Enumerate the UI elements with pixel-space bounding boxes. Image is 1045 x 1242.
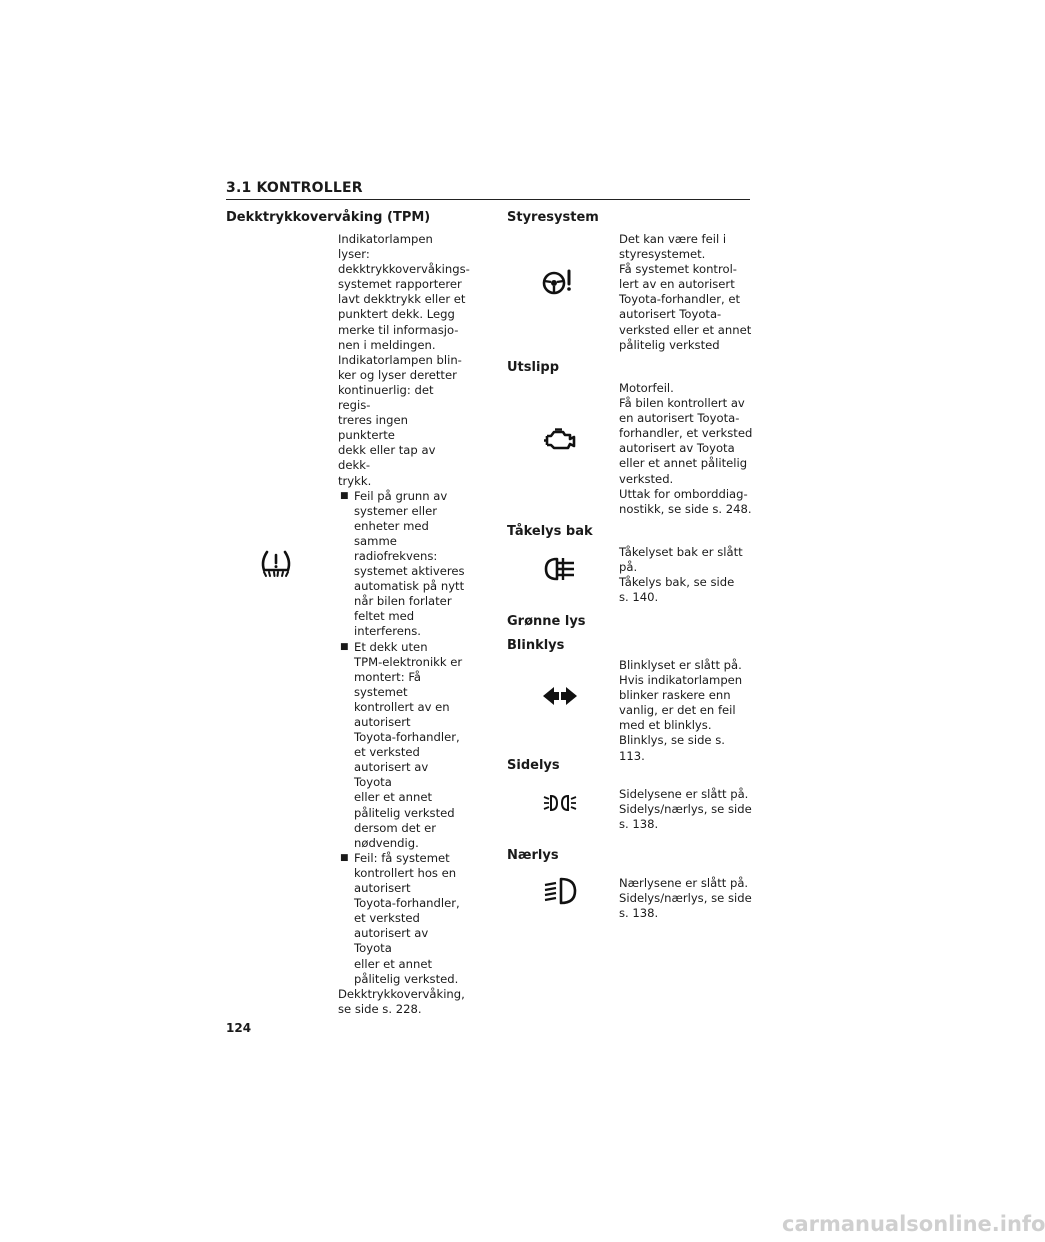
rear-fog-light-icon	[543, 556, 577, 582]
reference-line: se side s. 228.	[338, 1001, 422, 1016]
bullet-line: pålitelig verksted	[354, 805, 455, 820]
bullet-line: nødvendig.	[354, 835, 419, 850]
bullet-item	[338, 489, 468, 640]
tpms-warning-icon	[258, 548, 294, 580]
text-line: forhandler, et verksted	[619, 426, 753, 441]
text-line: trykk.	[338, 473, 372, 488]
bullet-line: samme	[354, 533, 397, 548]
text-line: Tåkelys bak, se side	[619, 575, 735, 590]
bullet-line: montert: Få	[354, 669, 422, 684]
bullet-line: Feil: få systemet	[354, 850, 450, 865]
naerlys-heading: Nærlys	[507, 848, 559, 863]
text-line: Sidelys/nærlys, se side	[619, 891, 752, 906]
bullet-line: autorisert av Toyota	[354, 760, 429, 790]
bullet-line: kontrollert hos en	[354, 865, 457, 880]
bullet-line: systemet aktiveres	[354, 564, 465, 579]
text-line: eller et annet pålitelig	[619, 456, 748, 471]
text-line: nostikk, se side s. 248.	[619, 501, 752, 516]
text-line: autorisert av Toyota	[619, 441, 735, 456]
text-line: kontinuerlig: det regis-	[338, 382, 434, 413]
bullet-line: autorisert	[354, 715, 411, 729]
text-line: Nærlysene er slått på.	[619, 876, 749, 890]
utslipp-heading: Utslipp	[507, 360, 560, 375]
steering-warning-icon	[540, 266, 576, 298]
bullet-item	[338, 640, 468, 851]
text-line: Det kan være feil i	[619, 232, 727, 246]
text-line: verksted eller et annet	[619, 322, 752, 337]
text-line: systemet rapporterer	[338, 277, 462, 292]
bullet-marker-icon: ■	[340, 490, 349, 501]
text-line: merke til informasjo-	[338, 322, 459, 337]
bullet-line: eller et annet	[354, 956, 433, 971]
blinklys-heading: Blinklys	[507, 638, 565, 653]
bullet-line: når bilen forlater	[354, 594, 452, 609]
text-line: Indikatorlampen blin-	[338, 352, 462, 367]
text-line: Blinklys, se side s. 113.	[619, 733, 725, 763]
bullet-line: eller et annet	[354, 790, 433, 805]
tpm-text	[338, 232, 468, 1017]
text-line: Blinklyset er slått på.	[619, 658, 742, 672]
text-line: Få systemet kontrol-	[619, 262, 737, 277]
tpm-heading: Dekktrykkovervåking (TPM)	[226, 210, 431, 225]
text-line: treres ingen punkterte	[338, 413, 408, 443]
bullet-line: Et dekk uten	[354, 639, 428, 654]
check-engine-icon	[542, 428, 578, 452]
tpm-reference	[338, 987, 468, 1017]
text-line: ker og lyser deretter	[338, 367, 457, 382]
text-line: Indikatorlampen lyser:	[338, 232, 433, 262]
bullet-line: et verksted	[354, 745, 420, 760]
bullet-line: enheter med	[354, 518, 429, 533]
gronne-lys-heading: Grønne lys	[507, 614, 586, 629]
styresystem-heading: Styresystem	[507, 210, 599, 225]
text-line: Uttak for omborddiag-	[619, 486, 748, 501]
bullet-marker-icon: ■	[340, 852, 349, 863]
text-line: lert av en autorisert	[619, 277, 735, 292]
reference-line: Dekktrykkovervåking,	[338, 986, 465, 1001]
page-number: 124	[226, 1021, 252, 1035]
text-line: med et blinklys.	[619, 718, 712, 733]
takelys-heading: Tåkelys bak	[507, 524, 593, 539]
tpm-bullet-list	[338, 489, 468, 987]
watermark: carmanualsonline.info	[782, 1212, 1045, 1236]
bullet-line: TPM-elektronikk er	[354, 654, 463, 669]
bullet-line: pålitelig verksted.	[354, 971, 459, 986]
bullet-item	[338, 851, 468, 987]
bullet-line: Toyota-forhandler,	[354, 730, 460, 745]
bullet-line: autorisert	[354, 881, 411, 896]
text-line: vanlig, er det en feil	[619, 703, 736, 718]
text-line: s. 138.	[619, 906, 659, 921]
text-line: s. 140.	[619, 590, 659, 605]
text-line: Få bilen kontrollert av	[619, 396, 745, 411]
bullet-line: systemer eller	[354, 503, 437, 518]
text-line: nen i meldingen.	[338, 337, 436, 352]
bullet-line: Feil på grunn av	[354, 488, 448, 503]
utslipp-text	[619, 381, 754, 517]
text-line: dekk eller tap av dekk-	[338, 443, 436, 473]
text-line: Hvis indikatorlampen	[619, 673, 743, 688]
styresystem-text	[619, 232, 754, 353]
bullet-marker-icon: ■	[340, 641, 349, 652]
tpm-description	[338, 232, 468, 489]
text-line: Sidelys/nærlys, se side	[619, 802, 752, 817]
bullet-line: dersom det er	[354, 820, 436, 835]
bullet-line: et verksted	[354, 911, 420, 926]
text-line: Toyota-forhandler, et	[619, 292, 741, 307]
text-line: en autorisert Toyota-	[619, 411, 740, 426]
low-beam-icon	[543, 877, 577, 905]
bullet-line: feltet med	[354, 609, 415, 624]
text-line: verksted.	[619, 471, 674, 486]
bullet-line: radiofrekvens:	[354, 548, 438, 563]
bullet-line: Toyota-forhandler,	[354, 896, 460, 911]
text-line: Motorfeil.	[619, 381, 674, 395]
turn-signal-icon	[542, 685, 578, 707]
text-line: dekktrykkovervåkings-	[338, 262, 470, 277]
takelys-text	[619, 545, 754, 605]
bullet-line: autorisert av Toyota	[354, 926, 429, 956]
text-line: pålitelig verksted	[619, 337, 720, 352]
text-line: Sidelysene er slått på.	[619, 787, 749, 801]
side-lights-icon	[543, 793, 577, 813]
text-line: styresystemet.	[619, 247, 706, 262]
bullet-line: kontrollert av en	[354, 699, 450, 714]
text-line: lavt dekktrykk eller et	[338, 292, 466, 307]
text-line: Tåkelyset bak er slått	[619, 545, 743, 559]
text-line: på.	[619, 560, 638, 575]
bullet-line: automatisk på nytt	[354, 579, 465, 594]
section-title: 3.1 KONTROLLER	[226, 180, 363, 196]
blinklys-text	[619, 658, 754, 764]
sidelys-text	[619, 787, 754, 832]
text-line: punktert dekk. Legg	[338, 307, 455, 322]
text-line: blinker raskere enn	[619, 688, 731, 703]
bullet-line: interferens.	[354, 624, 421, 639]
bullet-line: systemet	[354, 684, 408, 699]
sidelys-heading: Sidelys	[507, 758, 560, 773]
text-line: autorisert Toyota-	[619, 307, 722, 322]
naerlys-text	[619, 876, 754, 921]
section-rule	[226, 199, 750, 200]
text-line: s. 138.	[619, 817, 659, 832]
